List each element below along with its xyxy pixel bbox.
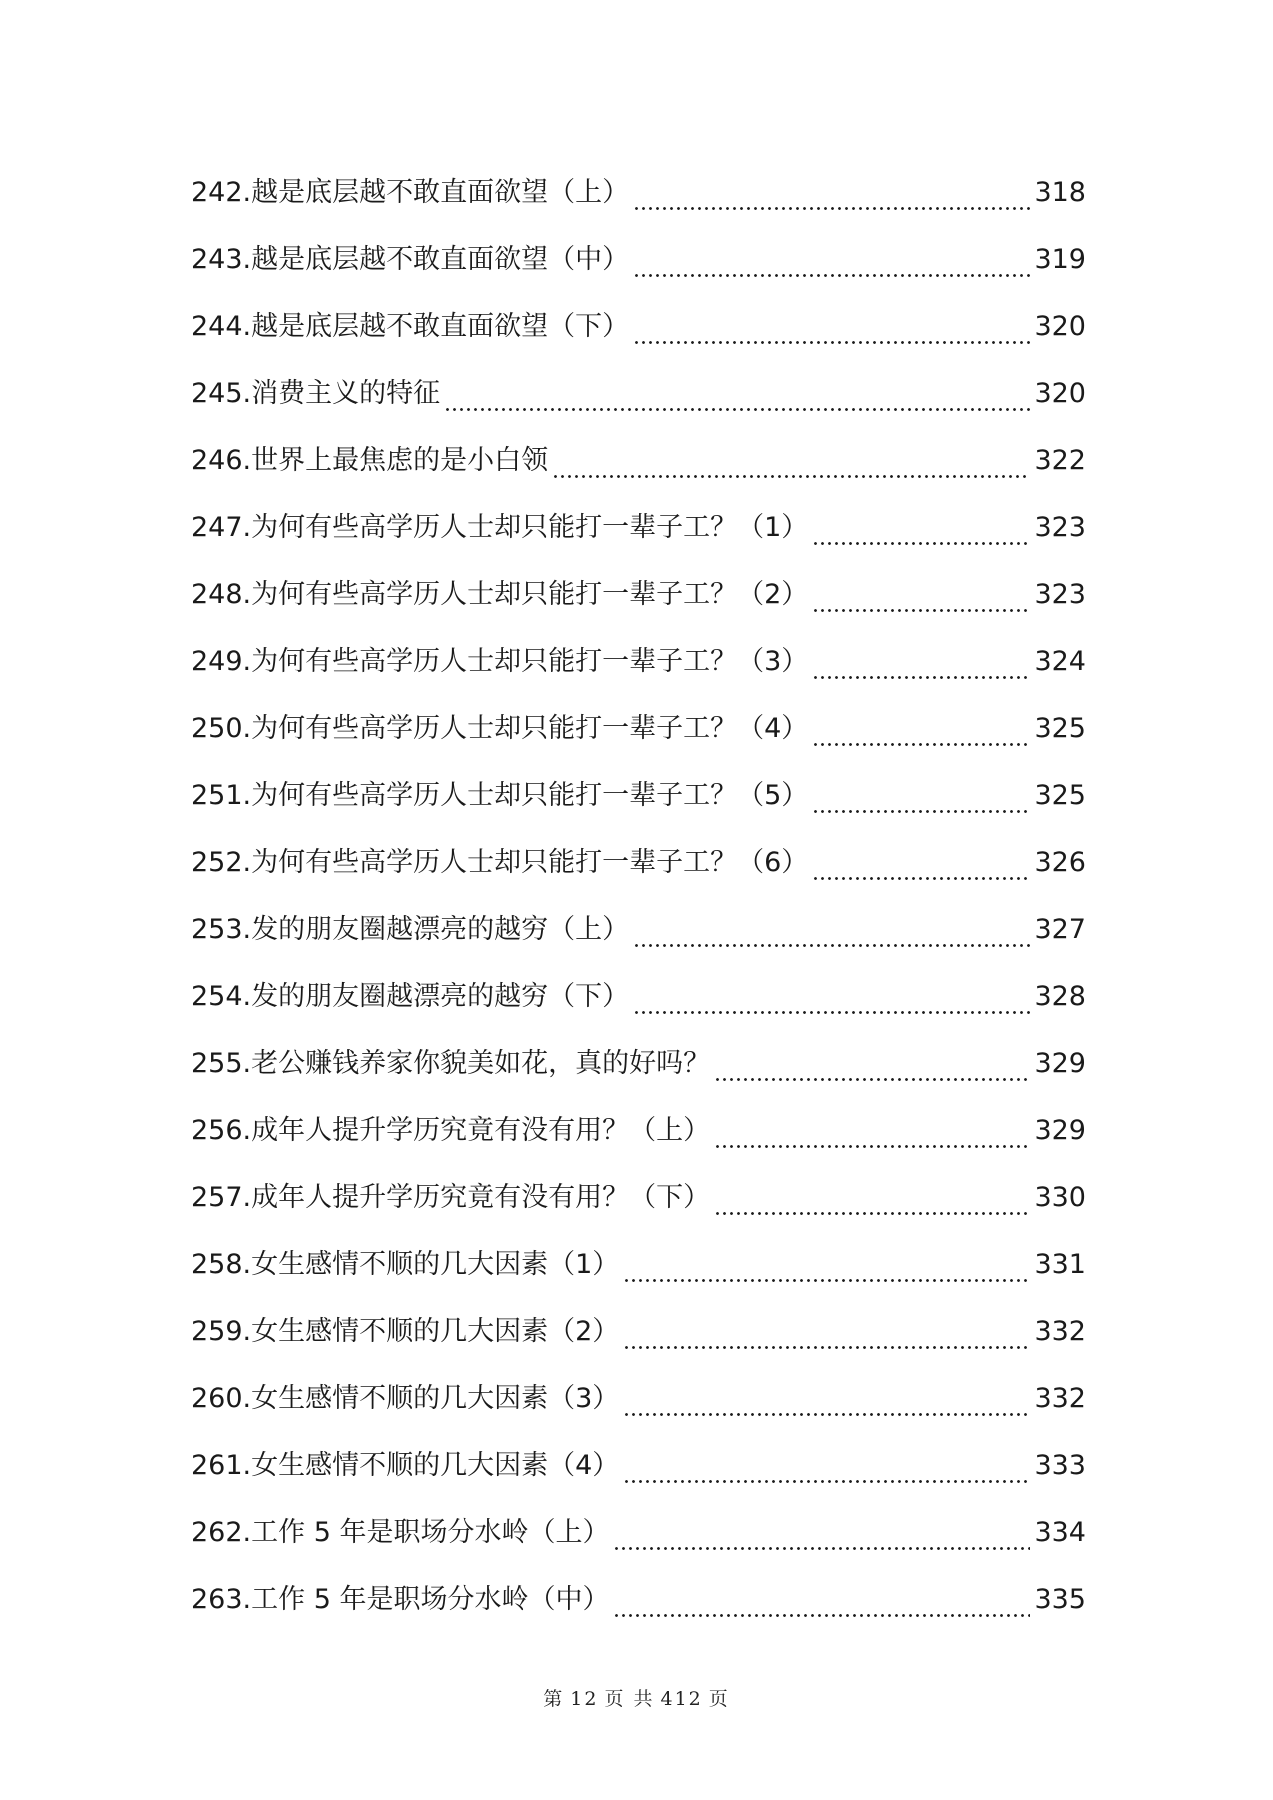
toc-entry[interactable] [191,829,1086,896]
toc-entry-title: 248.为何有些高学历人士却只能打一辈子工？（2） [191,579,809,610]
dot-leader [444,360,1030,427]
toc-entry-title: 247.为何有些高学历人士却只能打一辈子工？（1） [191,512,809,543]
toc-entry[interactable] [191,628,1086,695]
footer-middle: 页 共 [604,1688,655,1710]
toc-entry[interactable] [191,762,1086,829]
dot-leader [623,1365,1030,1432]
toc-entry-title: 254.发的朋友圈越漂亮的越穷（下） [191,981,630,1012]
toc-entry-page: 327 [1034,914,1086,945]
toc-entry-page: 323 [1034,579,1086,610]
toc-entry[interactable] [191,360,1086,427]
toc-entry[interactable] [191,494,1086,561]
dot-leader [633,896,1030,963]
toc-entry-title: 261.女生感情不顺的几大因素（4） [191,1450,620,1481]
dot-leader [613,1499,1030,1566]
dot-leader [623,1298,1030,1365]
toc-entry-page: 323 [1034,512,1086,543]
toc-entry-title: 243.越是底层越不敢直面欲望（中） [191,244,630,275]
toc-entry-page: 319 [1034,244,1086,275]
toc-entry[interactable] [191,226,1086,293]
toc-entry-page: 329 [1034,1115,1086,1146]
toc-entry-page: 334 [1034,1517,1086,1548]
toc-entry-title: 246.世界上最焦虑的是小白领 [191,445,549,476]
dot-leader [633,159,1030,226]
dot-leader [812,494,1030,561]
toc-entry-page: 333 [1034,1450,1086,1481]
toc-entry[interactable] [191,1231,1086,1298]
dot-leader [613,1566,1030,1633]
toc-entry[interactable] [191,896,1086,963]
footer-suffix: 页 [708,1688,730,1710]
toc-entry-page: 320 [1034,311,1086,342]
dot-leader [812,628,1030,695]
dot-leader [812,695,1030,762]
table-of-contents [191,159,1086,1633]
toc-entry-page: 332 [1034,1383,1086,1414]
toc-entry[interactable] [191,561,1086,628]
dot-leader [714,1164,1030,1231]
toc-entry-title: 255.老公赚钱养家你貌美如花，真的好吗？ [191,1048,711,1079]
toc-entry-page: 318 [1034,177,1086,208]
toc-entry-page: 335 [1034,1584,1086,1615]
toc-entry[interactable] [191,1499,1086,1566]
toc-entry-page: 332 [1034,1316,1086,1347]
toc-entry-title: 242.越是底层越不敢直面欲望（上） [191,177,630,208]
footer-current-page: 12 [570,1688,599,1710]
dot-leader [714,1097,1030,1164]
footer-prefix: 第 [543,1688,565,1710]
dot-leader [812,561,1030,628]
dot-leader [812,829,1030,896]
toc-entry-title: 245.消费主义的特征 [191,378,441,409]
toc-entry[interactable] [191,159,1086,226]
toc-entry-title: 249.为何有些高学历人士却只能打一辈子工？（3） [191,646,809,677]
toc-entry-page: 325 [1034,780,1086,811]
toc-entry[interactable] [191,695,1086,762]
toc-entry-title: 263.工作 5 年是职场分水岭（中） [191,1584,610,1615]
dot-leader [812,762,1030,829]
toc-entry[interactable] [191,963,1086,1030]
page-footer [0,1684,1273,1711]
toc-entry-title: 244.越是底层越不敢直面欲望（下） [191,311,630,342]
toc-entry[interactable] [191,1164,1086,1231]
toc-entry[interactable] [191,1097,1086,1164]
toc-entry[interactable] [191,427,1086,494]
toc-entry-page: 324 [1034,646,1086,677]
dot-leader [633,226,1030,293]
toc-entry-page: 329 [1034,1048,1086,1079]
toc-entry-title: 259.女生感情不顺的几大因素（2） [191,1316,620,1347]
toc-entry-title: 258.女生感情不顺的几大因素（1） [191,1249,620,1280]
toc-entry-page: 320 [1034,378,1086,409]
dot-leader [552,427,1030,494]
toc-entry-title: 251.为何有些高学历人士却只能打一辈子工？（5） [191,780,809,811]
toc-entry-page: 326 [1034,847,1086,878]
dot-leader [633,293,1030,360]
toc-entry[interactable] [191,1566,1086,1633]
dot-leader [714,1030,1030,1097]
dot-leader [623,1432,1030,1499]
toc-entry-page: 325 [1034,713,1086,744]
toc-entry[interactable] [191,1298,1086,1365]
toc-entry[interactable] [191,293,1086,360]
dot-leader [633,963,1030,1030]
toc-entry-page: 330 [1034,1182,1086,1213]
toc-entry[interactable] [191,1432,1086,1499]
toc-entry-page: 322 [1034,445,1086,476]
footer-total-pages: 412 [660,1688,703,1710]
toc-entry-title: 262.工作 5 年是职场分水岭（上） [191,1517,610,1548]
toc-entry-title: 260.女生感情不顺的几大因素（3） [191,1383,620,1414]
toc-entry-title: 252.为何有些高学历人士却只能打一辈子工？（6） [191,847,809,878]
toc-entry[interactable] [191,1030,1086,1097]
toc-entry-title: 253.发的朋友圈越漂亮的越穷（上） [191,914,630,945]
toc-entry-page: 328 [1034,981,1086,1012]
toc-entry-page: 331 [1034,1249,1086,1280]
dot-leader [623,1231,1030,1298]
toc-entry-title: 256.成年人提升学历究竟有没有用？（上） [191,1115,711,1146]
toc-entry-title: 250.为何有些高学历人士却只能打一辈子工？（4） [191,713,809,744]
toc-entry[interactable] [191,1365,1086,1432]
toc-entry-title: 257.成年人提升学历究竟有没有用？（下） [191,1182,711,1213]
